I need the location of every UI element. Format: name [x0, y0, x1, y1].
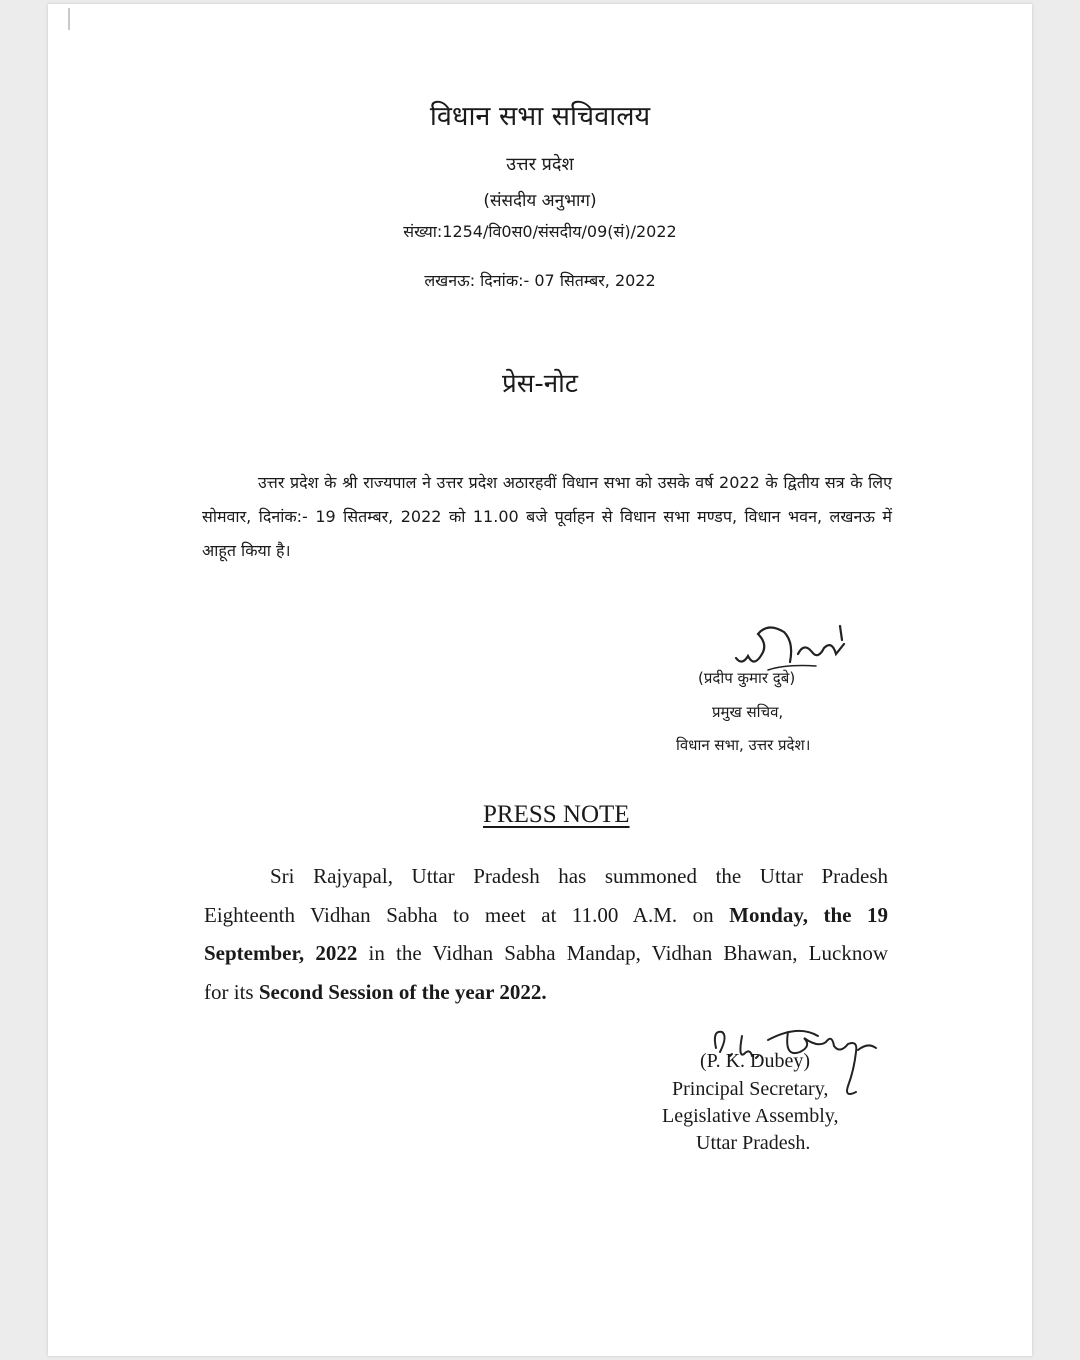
hindi-body: [202, 466, 892, 568]
english-line-4-text: for its: [204, 979, 259, 1004]
office-title: विधान सभा सचिवालय: [429, 101, 651, 132]
english-line-2-text: Eighteenth Vidhan Sabha to meet at 11.00 A.M. on: [204, 902, 730, 927]
section-name: (संसदीय अनुभाग): [483, 191, 597, 211]
english-line-4: [204, 973, 888, 1012]
hindi-heading: प्रेस-नोट: [501, 369, 579, 399]
reference-number: संख्या:1254/वि0स0/संसदीय/09(सं)/2022: [403, 222, 677, 241]
document-page: [48, 4, 1032, 1356]
english-heading: PRESS NOTE: [483, 801, 630, 828]
english-line-3-bold: September, 2022: [204, 941, 358, 965]
hindi-signatory-office: विधान सभा, उत्तर प्रदेश।: [676, 736, 811, 754]
hindi-signature-icon: [728, 614, 858, 676]
english-line-4-bold: Second Session of the year 2022.: [258, 979, 547, 1004]
hindi-signatory-title: प्रमुख सचिव,: [712, 703, 784, 721]
hindi-signatory-name: (प्रदीप कुमार दुबे): [698, 669, 796, 687]
date-line: लखनऊ: दिनांक:- 07 सितम्बर, 2022: [424, 271, 656, 290]
english-signatory-state: Uttar Pradesh.: [696, 1132, 811, 1154]
english-line-3-text: in the Vidhan Sabha Mandap, Vidhan Bhawan, Lucknow: [357, 941, 888, 965]
english-line-1: Sri Rajyapal, Uttar Pradesh has summoned the Uttar Pradesh: [270, 864, 888, 888]
english-line-3: [204, 934, 888, 973]
english-signatory-title: Principal Secretary,: [672, 1078, 829, 1100]
scan-mark: [68, 8, 70, 30]
english-line-2: [204, 896, 888, 935]
hindi-body-text: उत्तर प्रदेश के श्री राज्यपाल ने उत्तर प्रदेश अठारहवीं विधान सभा को उसके वर्ष 2022 के द्वितीय सत्र के लिए सोमवार, दिनांक:- 19 सितम्बर, 2022 को 11.00 बजे पूर्वाहन से विधान सभा मण्डप, विधान भवन, लखनऊ में आहूत किया है।: [202, 473, 892, 560]
english-signatory-name: (P. K. Dubey): [700, 1050, 810, 1072]
state-name: उत्तर प्रदेश: [506, 154, 574, 175]
english-line-2-bold: Monday, the 19: [729, 902, 888, 927]
english-signatory-org: Legislative Assembly,: [662, 1105, 839, 1127]
english-body: [204, 857, 888, 1011]
